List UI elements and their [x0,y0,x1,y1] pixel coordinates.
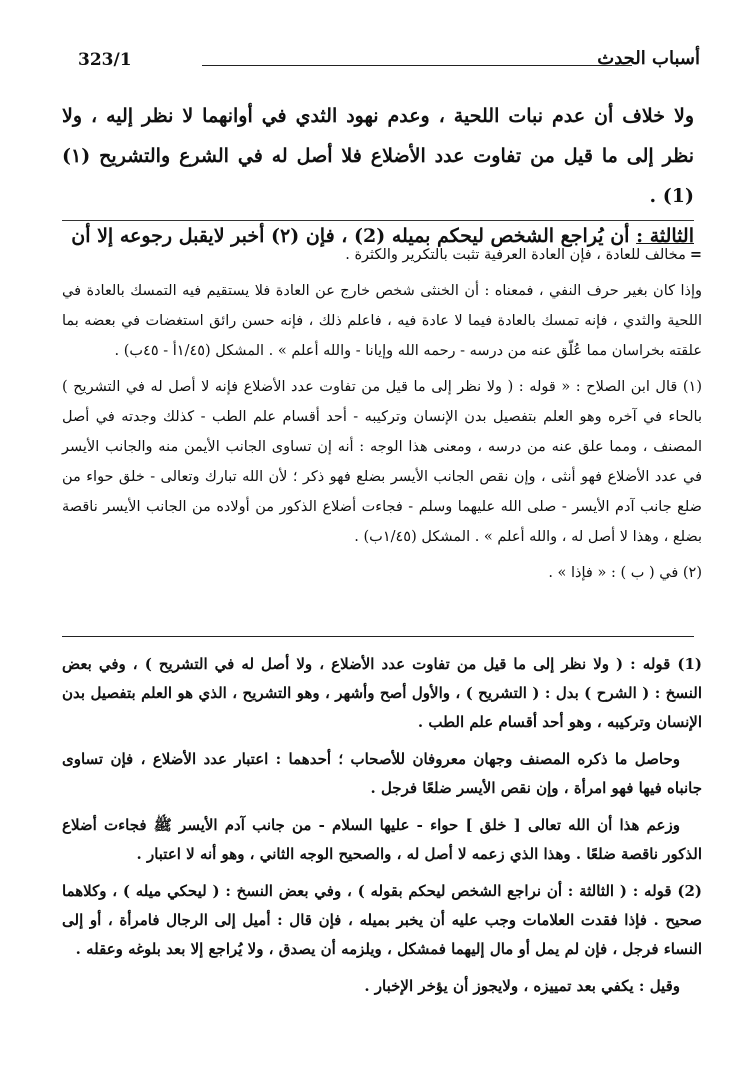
continuation-marker: = [689,246,702,263]
note-paragraph: وإذا كان بغير حرف النفي ، فمعناه : أن الخنثى شخص خارج عن العادة فلا يستقيم فيه التمسك بالعادة في اللحية والثدي ، فإنه تمسك بالعادة فيما لا عادة فيه ، فاعلم ذلك ، فإنه حسن رائق استغضات في بعضه بما علقته بخراسان مما عُلّق عنه من درسه - رحمه الله وإيانا - والله أعلم » . المشكل (١/٤٥أ - ٤٥ب) . [62,283,702,359]
commentary-rule [62,636,694,637]
muhaqqiq-notes [62,240,702,594]
header-rule [202,65,632,66]
commentary-paragraph: وزعم هذا أن الله تعالى [ خلق ] حواء - عليها السلام - من جانب آدم الأيسر ﷺ فجاءت أضلاع الذكور ناقصة ضلعًا . وهذا الذي زعمه لا أصل له ، والصحيح الوجه الثاني ، وهو أنه لا اعتبار . [62,816,702,863]
commentary [62,650,702,1009]
commentary-paragraph: وقيل : يكفي بعد تمييزه ، ولايجوز أن يؤخر الإخبار . [364,977,680,995]
third-text: أن يُراجع الشخص ليحكم بميله (2) ، فإن (٢) أخبر لايقبل رجوعه إلا أن [71,225,630,247]
third-label: الثالثة : [636,225,694,247]
commentary-paragraph: وحاصل ما ذكره المصنف وجهان معروفان للأصحاب ؛ أحدهما : اعتبار عدد الأضلاع ، فإن تساوى جانباه فيها فهو امرأة ، وإن نقص الأيسر ضلعًا فرجل . [62,750,702,797]
commentary-paragraph: (1) قوله : ( ولا نظر إلى ما قيل من تفاوت عدد الأضلاع ، ولا أصل له في التشريح ) ، وفي بعض النسخ : ( الشرح ) بدل : ( التشريح ) ، والأول أصح وأشهر ، وهو التشريح ، الذي هو العلم بتفصيل بدن الإنسان وتركيبه ، وهو أحد أقسام علم الطب . [62,655,702,731]
main-paragraph: ولا خلاف أن عدم نبات اللحية ، وعدم نهود الثدي في أوانهما لا نظر إليه ، ولا نظر إلى ما قيل من تفاوت عدد الأضلاع فلا أصل له في الشرع والتشريح (١) (1) . [62,105,694,207]
note-paragraph [62,240,702,270]
main-rule [62,220,694,221]
page-number: 323/1 [78,50,132,70]
chapter-title: أسباب الحدث [597,48,700,69]
commentary-paragraph: (2) قوله : ( الثالثة : أن نراجع الشخص ليحكم بقوله ) ، وفي بعض النسخ : ( ليحكي ميله ) ، وكلاهما صحيح . فإذا فقدت العلامات وجب عليه أن يخبر بميله ، فإن قال : أميل إلى الرجال فامرأة ، أو إلى النساء فرجل ، فإن لم يمل أو مال إليهما فمشكل ، ويلزمه أن يصدق ، ولا يُراجع إلا بعد بلوغه وعقله . [62,882,702,958]
main-text [62,96,694,256]
note-paragraph: (١) قال ابن الصلاح : « قوله : ( ولا نظر إلى ما قيل من تفاوت عدد الأضلاع فإنه لا أصل له في التشريح ) بالحاء في آخره وهو العلم بتفصيل بدن الإنسان وتركيبه - أحد أقسام علم الطب - كذلك وجدته في أصل المصنف ، ومما علق عنه من درسه ، ومعنى هذا الوجه : أنه إن تساوى الجانب الأيمن منه والجانب الأيسر في عدد الأضلاع فهو أنثى ، وإن نقص الجانب الأيسر بضلع فهو ذكر ؛ لأن الله تبارك وتعالى - خلق حواء من ضلع جانب آدم الأيسر - صلى الله عليهما وسلم - فجاءت أضلاع الذكور من أولاده من الجانب الأيسر ناقصة بضلع ، وهذا لا أصل له ، والله أعلم » . المشكل (١/٤٥ب) . [62,379,702,545]
note-text: مخالف للعادة ، فإن العادة العرفية تثبت بالتكرير والكثرة . [345,247,686,263]
note-paragraph: (٢) في ( ب ) : « فإذا » . [548,565,702,581]
page-header [70,48,700,74]
